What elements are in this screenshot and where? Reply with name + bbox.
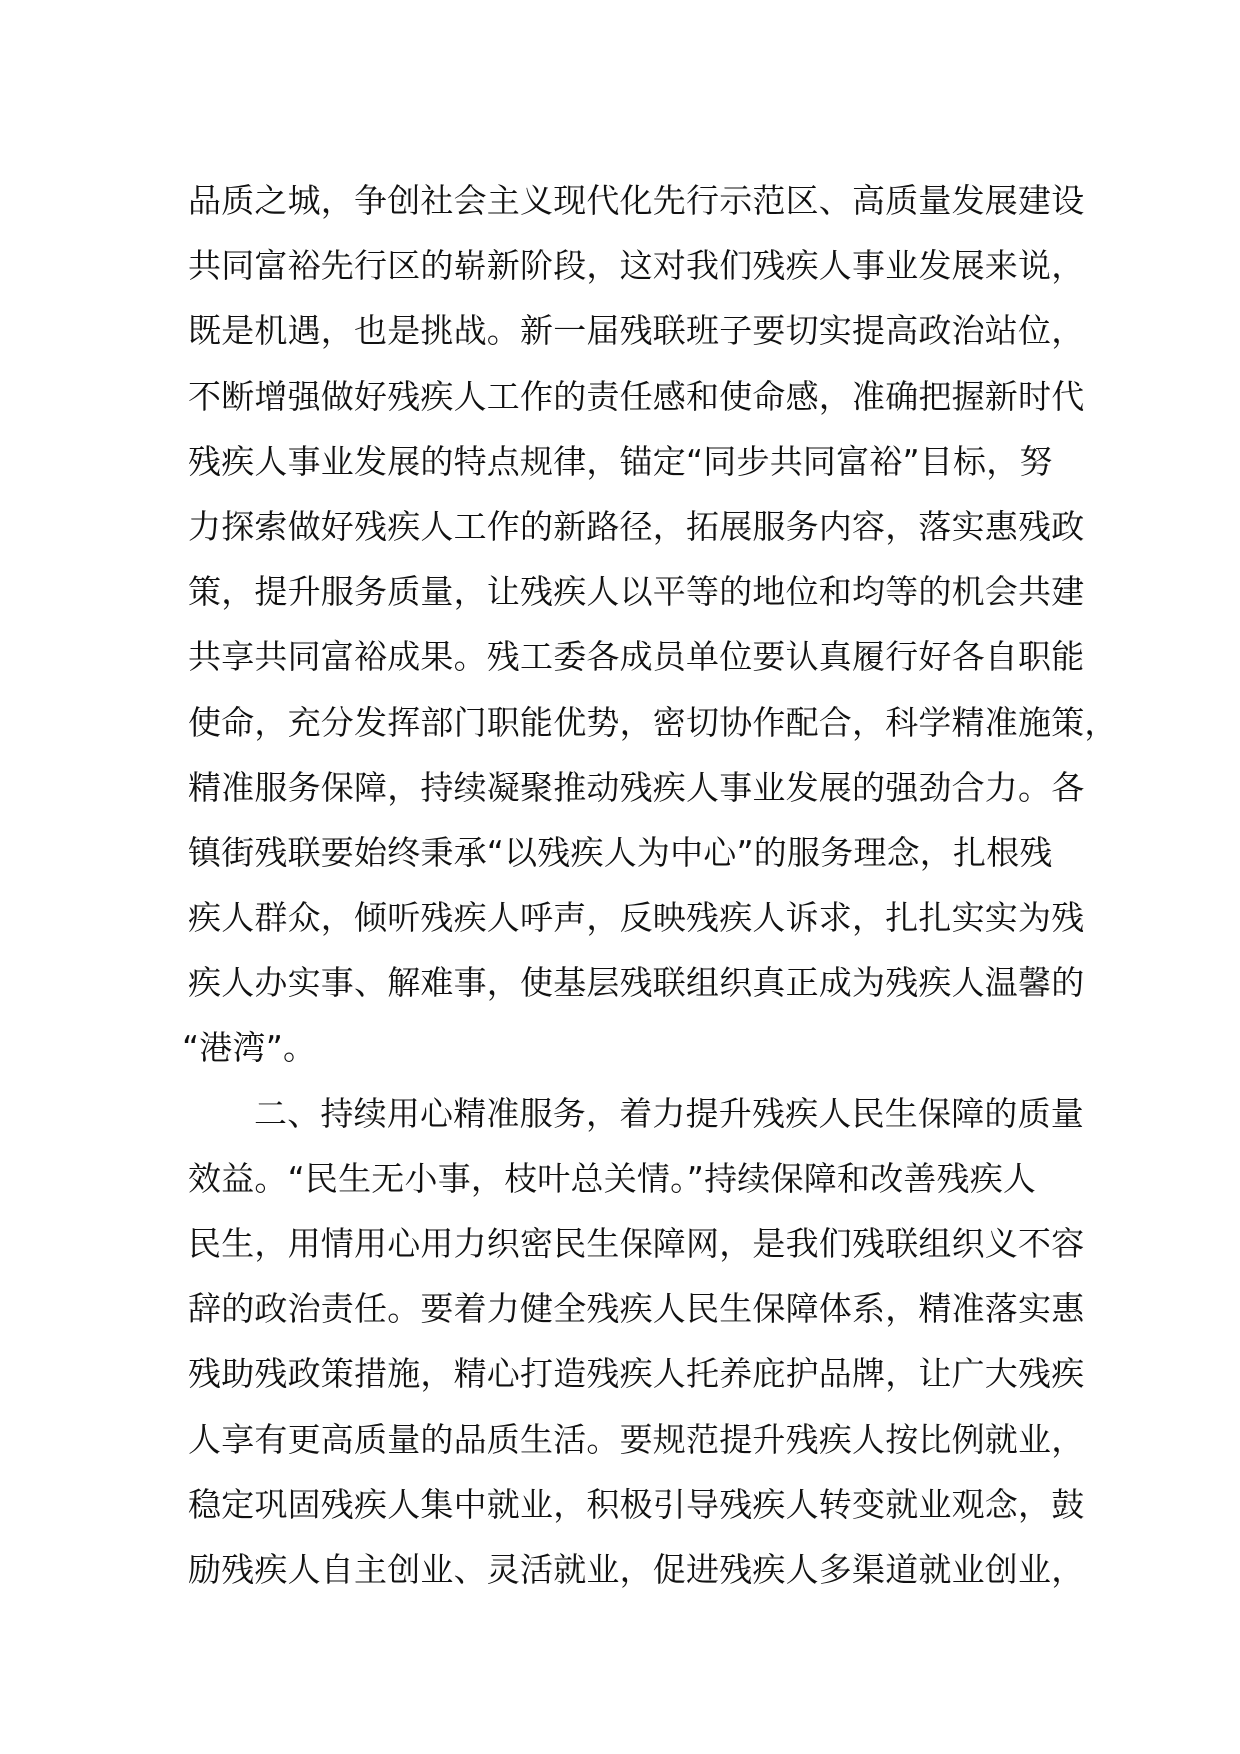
text-line: 策，提升服务质量，让残疾人以平等的地位和均等的机会共建: [188, 572, 1085, 612]
text-line: 既是机遇，也是挑战。新一届残联班子要切实提高政治站位，: [188, 311, 1085, 351]
text-line: 疾人群众，倾听残疾人呼声，反映残疾人诉求，扎扎实实为残: [188, 898, 1085, 938]
text-line: 人享有更高质量的品质生活。要规范提升残疾人按比例就业，: [188, 1419, 1085, 1459]
body-text: [182, 168, 1118, 1602]
text-line: 精准服务保障，持续凝聚推动残疾人事业发展的强劲合力。各: [188, 767, 1085, 807]
text-line: 共同富裕先行区的崭新阶段，这对我们残疾人事业发展来说，: [188, 246, 1085, 286]
section-heading-line: 二、持续用心精准服务，着力提升残疾人民生保障的质量: [254, 1093, 1084, 1133]
text-line: 镇街残联要始终秉承“以残疾人为中心”的服务理念，扎根残: [188, 832, 1053, 872]
text-line: 残疾人事业发展的特点规律，锚定“同步共同富裕”目标，努: [188, 441, 1053, 481]
text-line: 辞的政治责任。要着力健全残疾人民生保障体系，精准落实惠: [188, 1289, 1085, 1329]
text-line: “港湾”。: [182, 1028, 317, 1068]
text-line: 民生，用情用心用力织密民生保障网，是我们残联组织义不容: [188, 1224, 1085, 1263]
text-line: 不断增强做好残疾人工作的责任感和使命感，准确把握新时代: [188, 376, 1085, 416]
text-line: 残助残政策措施，精心打造残疾人托养庇护品牌，让广大残疾: [188, 1354, 1085, 1394]
text-line: 力探索做好残疾人工作的新路径，拓展服务内容，落实惠残政: [188, 506, 1085, 546]
text-line: 效益。“民生无小事，枝叶总关情。”持续保障和改善残疾人: [188, 1158, 1037, 1198]
text-line: 稳定巩固残疾人集中就业，积极引导残疾人转变就业观念，鼓: [188, 1484, 1085, 1524]
text-line: 疾人办实事、解难事，使基层残联组织真正成为残疾人温馨的: [188, 963, 1085, 1003]
text-line: 使命，充分发挥部门职能优势，密切协作配合，科学精准施策，: [188, 702, 1118, 742]
text-line: 共享共同富裕成果。残工委各成员单位要认真履行好各自职能: [188, 637, 1085, 677]
text-line: 品质之城，争创社会主义现代化先行示范区、高质量发展建设: [188, 181, 1085, 220]
text-line: 励残疾人自主创业、灵活就业，促进残疾人多渠道就业创业，: [188, 1549, 1085, 1589]
